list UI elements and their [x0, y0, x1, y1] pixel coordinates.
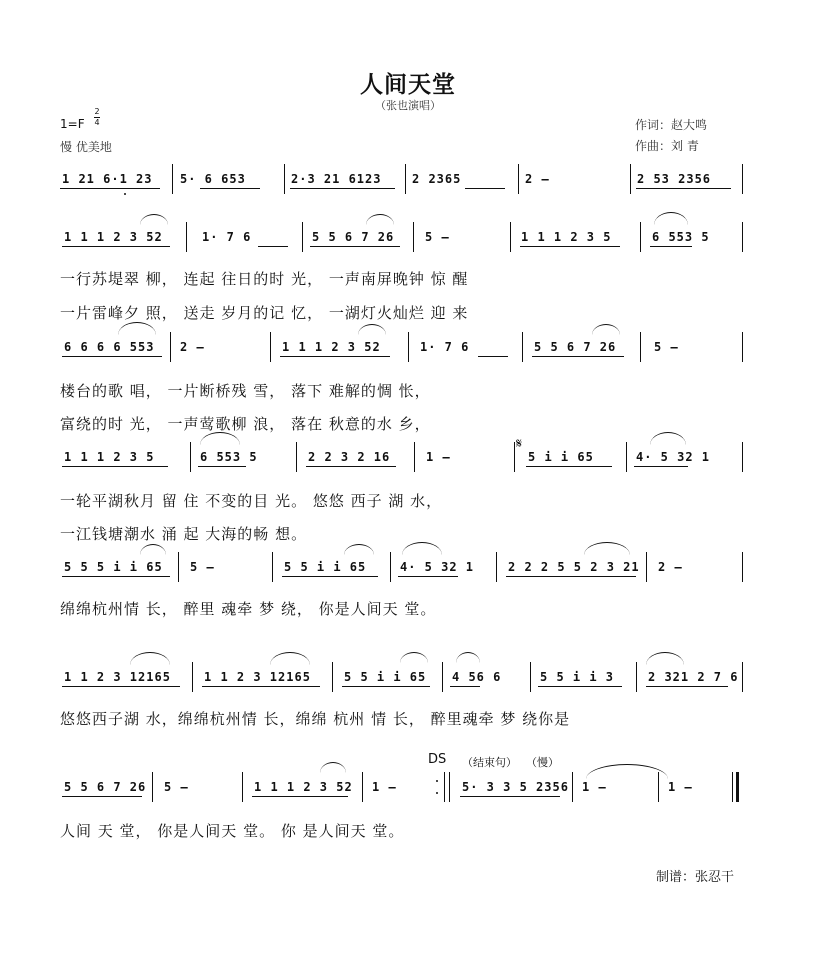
ds-marking: DS: [428, 752, 447, 767]
measure: 1 21 6·1 23: [62, 172, 153, 186]
measure: 2 –: [180, 340, 205, 354]
bar-line: [405, 164, 406, 194]
slur: [358, 324, 386, 335]
bar-line: [742, 222, 743, 252]
slur: [584, 542, 630, 555]
beam-underline: [520, 246, 620, 247]
lyric-line: 一轮平湖秋月 留 住 不变的目 光。 悠悠 西子 湖 水，: [60, 492, 443, 510]
measure: 4 56 6: [452, 670, 502, 684]
bar-line: [640, 332, 641, 362]
measure: 1 1 2 3 12165: [204, 670, 311, 684]
beam-underline: [526, 466, 612, 467]
slur: [654, 212, 688, 225]
beam-underline: [258, 246, 288, 247]
measure: 5 –: [425, 230, 450, 244]
composer-credit: 作曲：刘 青: [635, 139, 699, 153]
bar-line: [496, 552, 497, 582]
measure: 1 –: [426, 450, 451, 464]
tempo-marking: 慢 优美地: [60, 140, 112, 154]
beam-underline: [200, 188, 260, 189]
time-signature: [94, 107, 100, 128]
beam-underline: [506, 576, 636, 577]
measure: 5 5 i i 65: [344, 670, 427, 684]
final-bar-thin: [732, 772, 733, 802]
slur: [270, 652, 310, 665]
measure: 2 321 2 7 6: [648, 670, 739, 684]
measure: 2 2 3 2 16: [308, 450, 391, 464]
beam-underline: [450, 686, 480, 687]
measure: 5 5 6 7 26: [312, 230, 395, 244]
measure: 1· 7 6: [202, 230, 252, 244]
bar-line: [302, 222, 303, 252]
measure: 1 1 1 2 3 5: [64, 450, 155, 464]
bar-line: [518, 164, 519, 194]
bar-line: [170, 332, 171, 362]
beam-underline: [478, 356, 508, 357]
slur: [592, 324, 620, 335]
slur: [650, 432, 686, 445]
final-bar-thick: [736, 772, 739, 802]
ending-label: （结束句）: [462, 756, 517, 769]
bar-line: [646, 552, 647, 582]
lyric-line: 楼台的歌 唱， 一片断桥残 雪， 落下 难解的惆 怅，: [60, 382, 431, 400]
slow-label: （慢）: [526, 756, 559, 769]
slur: [344, 544, 374, 555]
lyric-line: 一片雷峰夕 照， 送走 岁月的记 忆， 一湖灯火灿烂 迎 来: [60, 304, 469, 322]
lyricist-credit: 作词：赵大鸣: [635, 118, 708, 132]
repeat-bar: [444, 772, 445, 802]
lyric-line: 一行苏堤翠 柳， 连起 往日的时 光， 一声南屏晚钟 惊 醒: [60, 270, 469, 288]
bar-line: [742, 552, 743, 582]
bar-line: [530, 662, 531, 692]
slur: [140, 544, 166, 555]
slur: [140, 214, 168, 225]
beam-underline: [342, 686, 430, 687]
measure: 5· 3 3 5 2356: [462, 780, 569, 794]
key-signature: 1=F: [60, 117, 85, 131]
measure: 5 i i 65: [528, 450, 594, 464]
bar-line: [414, 442, 415, 472]
measure: 5 5 5 i i 65: [64, 560, 163, 574]
beam-underline: [62, 576, 170, 577]
bar-line: [190, 442, 191, 472]
measure: 1 1 1 2 3 52: [64, 230, 163, 244]
arranger-credit: 制谱：张忍干: [656, 870, 735, 885]
slur: [646, 652, 684, 665]
slur: [118, 322, 156, 335]
beam-underline: [198, 466, 246, 467]
lyric-line: 绵绵杭州情 长， 醉里 魂牵 梦 绕， 你是人间天 堂。: [60, 600, 437, 618]
measure: 6 553 5: [200, 450, 258, 464]
bar-line: [514, 442, 515, 472]
bar-line: [408, 332, 409, 362]
beam-underline: [252, 796, 348, 797]
slur: [366, 214, 394, 225]
measure: 2 –: [525, 172, 550, 186]
singer-note: （张也演唱）: [375, 99, 441, 112]
bar-line: [172, 164, 173, 194]
bar-line: [742, 164, 743, 194]
segno-sign: 𝄋: [516, 436, 523, 452]
bar-line: [192, 662, 193, 692]
measure: 5 –: [164, 780, 189, 794]
bar-line: [742, 332, 743, 362]
repeat-dot: [436, 792, 438, 794]
song-title: 人间天堂: [360, 72, 456, 98]
measure: 4· 5 32 1: [636, 450, 711, 464]
bar-line: [332, 662, 333, 692]
measure: 4· 5 32 1: [400, 560, 475, 574]
beam-underline: [290, 188, 395, 189]
beam-underline: [62, 796, 142, 797]
measure: 5· 6 653: [180, 172, 246, 186]
bar-line: [442, 662, 443, 692]
beam-underline: [62, 246, 170, 247]
repeat-dot: [436, 780, 438, 782]
bar-line: [178, 552, 179, 582]
measure: 5 5 6 7 26: [534, 340, 617, 354]
measure: 5 5 6 7 26: [64, 780, 147, 794]
beam-underline: [460, 796, 560, 797]
measure: 1 –: [668, 780, 693, 794]
slur: [320, 762, 346, 773]
beam-underline: [306, 466, 396, 467]
beam-underline: [62, 686, 180, 687]
beam-underline: [202, 686, 320, 687]
bar-line: [362, 772, 363, 802]
bar-line: [186, 222, 187, 252]
measure: 2 53 2356: [637, 172, 712, 186]
measure: 1 –: [372, 780, 397, 794]
bar-line: [272, 552, 273, 582]
beam-underline: [636, 188, 731, 189]
meter-bottom: 4: [94, 118, 100, 127]
bar-line: [510, 222, 511, 252]
beam-underline: [532, 356, 624, 357]
measure: 1 –: [582, 780, 607, 794]
slur: [130, 652, 170, 665]
beam-underline: [465, 188, 505, 189]
measure: 1 1 2 3 12165: [64, 670, 171, 684]
lyric-line: 悠悠西子湖 水，绵绵杭州情 长，绵绵 杭州 情 长， 醉里魂牵 梦 绕你是: [60, 710, 571, 728]
bar-line: [152, 772, 153, 802]
bar-line: [742, 442, 743, 472]
measure: 5 –: [190, 560, 215, 574]
beam-underline: [538, 686, 622, 687]
beam-underline: [650, 246, 692, 247]
beam-underline: [280, 356, 390, 357]
bar-line: [572, 772, 573, 802]
bar-line: [522, 332, 523, 362]
bar-line: [636, 662, 637, 692]
meter-top: 2: [94, 107, 100, 116]
slur: [402, 542, 442, 555]
beam-underline: [310, 246, 400, 247]
measure: 1 1 1 2 3 52: [254, 780, 353, 794]
bar-line: [626, 442, 627, 472]
measure: 1· 7 6: [420, 340, 470, 354]
measure: 5 5 i i 3: [540, 670, 615, 684]
measure: 1 1 1 2 3 52: [282, 340, 381, 354]
beam-underline: [398, 576, 458, 577]
repeat-bar: [449, 772, 450, 802]
beam-underline: [62, 356, 162, 357]
measure: 2 2365: [412, 172, 462, 186]
slur: [400, 652, 428, 663]
measure: 2 2 2 5 5 2 3 21: [508, 560, 640, 574]
beam-underline: [634, 466, 688, 467]
bar-line: [640, 222, 641, 252]
measure: 5 –: [654, 340, 679, 354]
lyric-line: 一江钱塘潮水 涌 起 大海的畅 想。: [60, 525, 308, 543]
tie: [586, 764, 668, 779]
bar-line: [284, 164, 285, 194]
slur: [456, 652, 480, 663]
bar-line: [630, 164, 631, 194]
bar-line: [390, 552, 391, 582]
measure: 2·3 21 6123: [291, 172, 382, 186]
measure: 5 5 i i 65: [284, 560, 367, 574]
bar-line: [270, 332, 271, 362]
measure: 6 553 5: [652, 230, 710, 244]
bar-line: [296, 442, 297, 472]
beam-underline: [646, 686, 728, 687]
measure: 6 6 6 6 553: [64, 340, 155, 354]
beam-underline: [62, 466, 168, 467]
measure: 2 –: [658, 560, 683, 574]
beam-underline: [60, 188, 160, 189]
bar-line: [413, 222, 414, 252]
bar-line: [742, 662, 743, 692]
bar-line: [242, 772, 243, 802]
measure: 1 1 1 2 3 5: [521, 230, 612, 244]
beam-underline: [282, 576, 378, 577]
low-octave-dot: [124, 193, 126, 195]
lyric-line: 富绕的时 光， 一声莺歌柳 浪， 落在 秋意的水 乡，: [60, 415, 431, 433]
lyric-line: 人间 天 堂， 你是人间天 堂。 你 是人间天 堂。: [60, 822, 405, 840]
